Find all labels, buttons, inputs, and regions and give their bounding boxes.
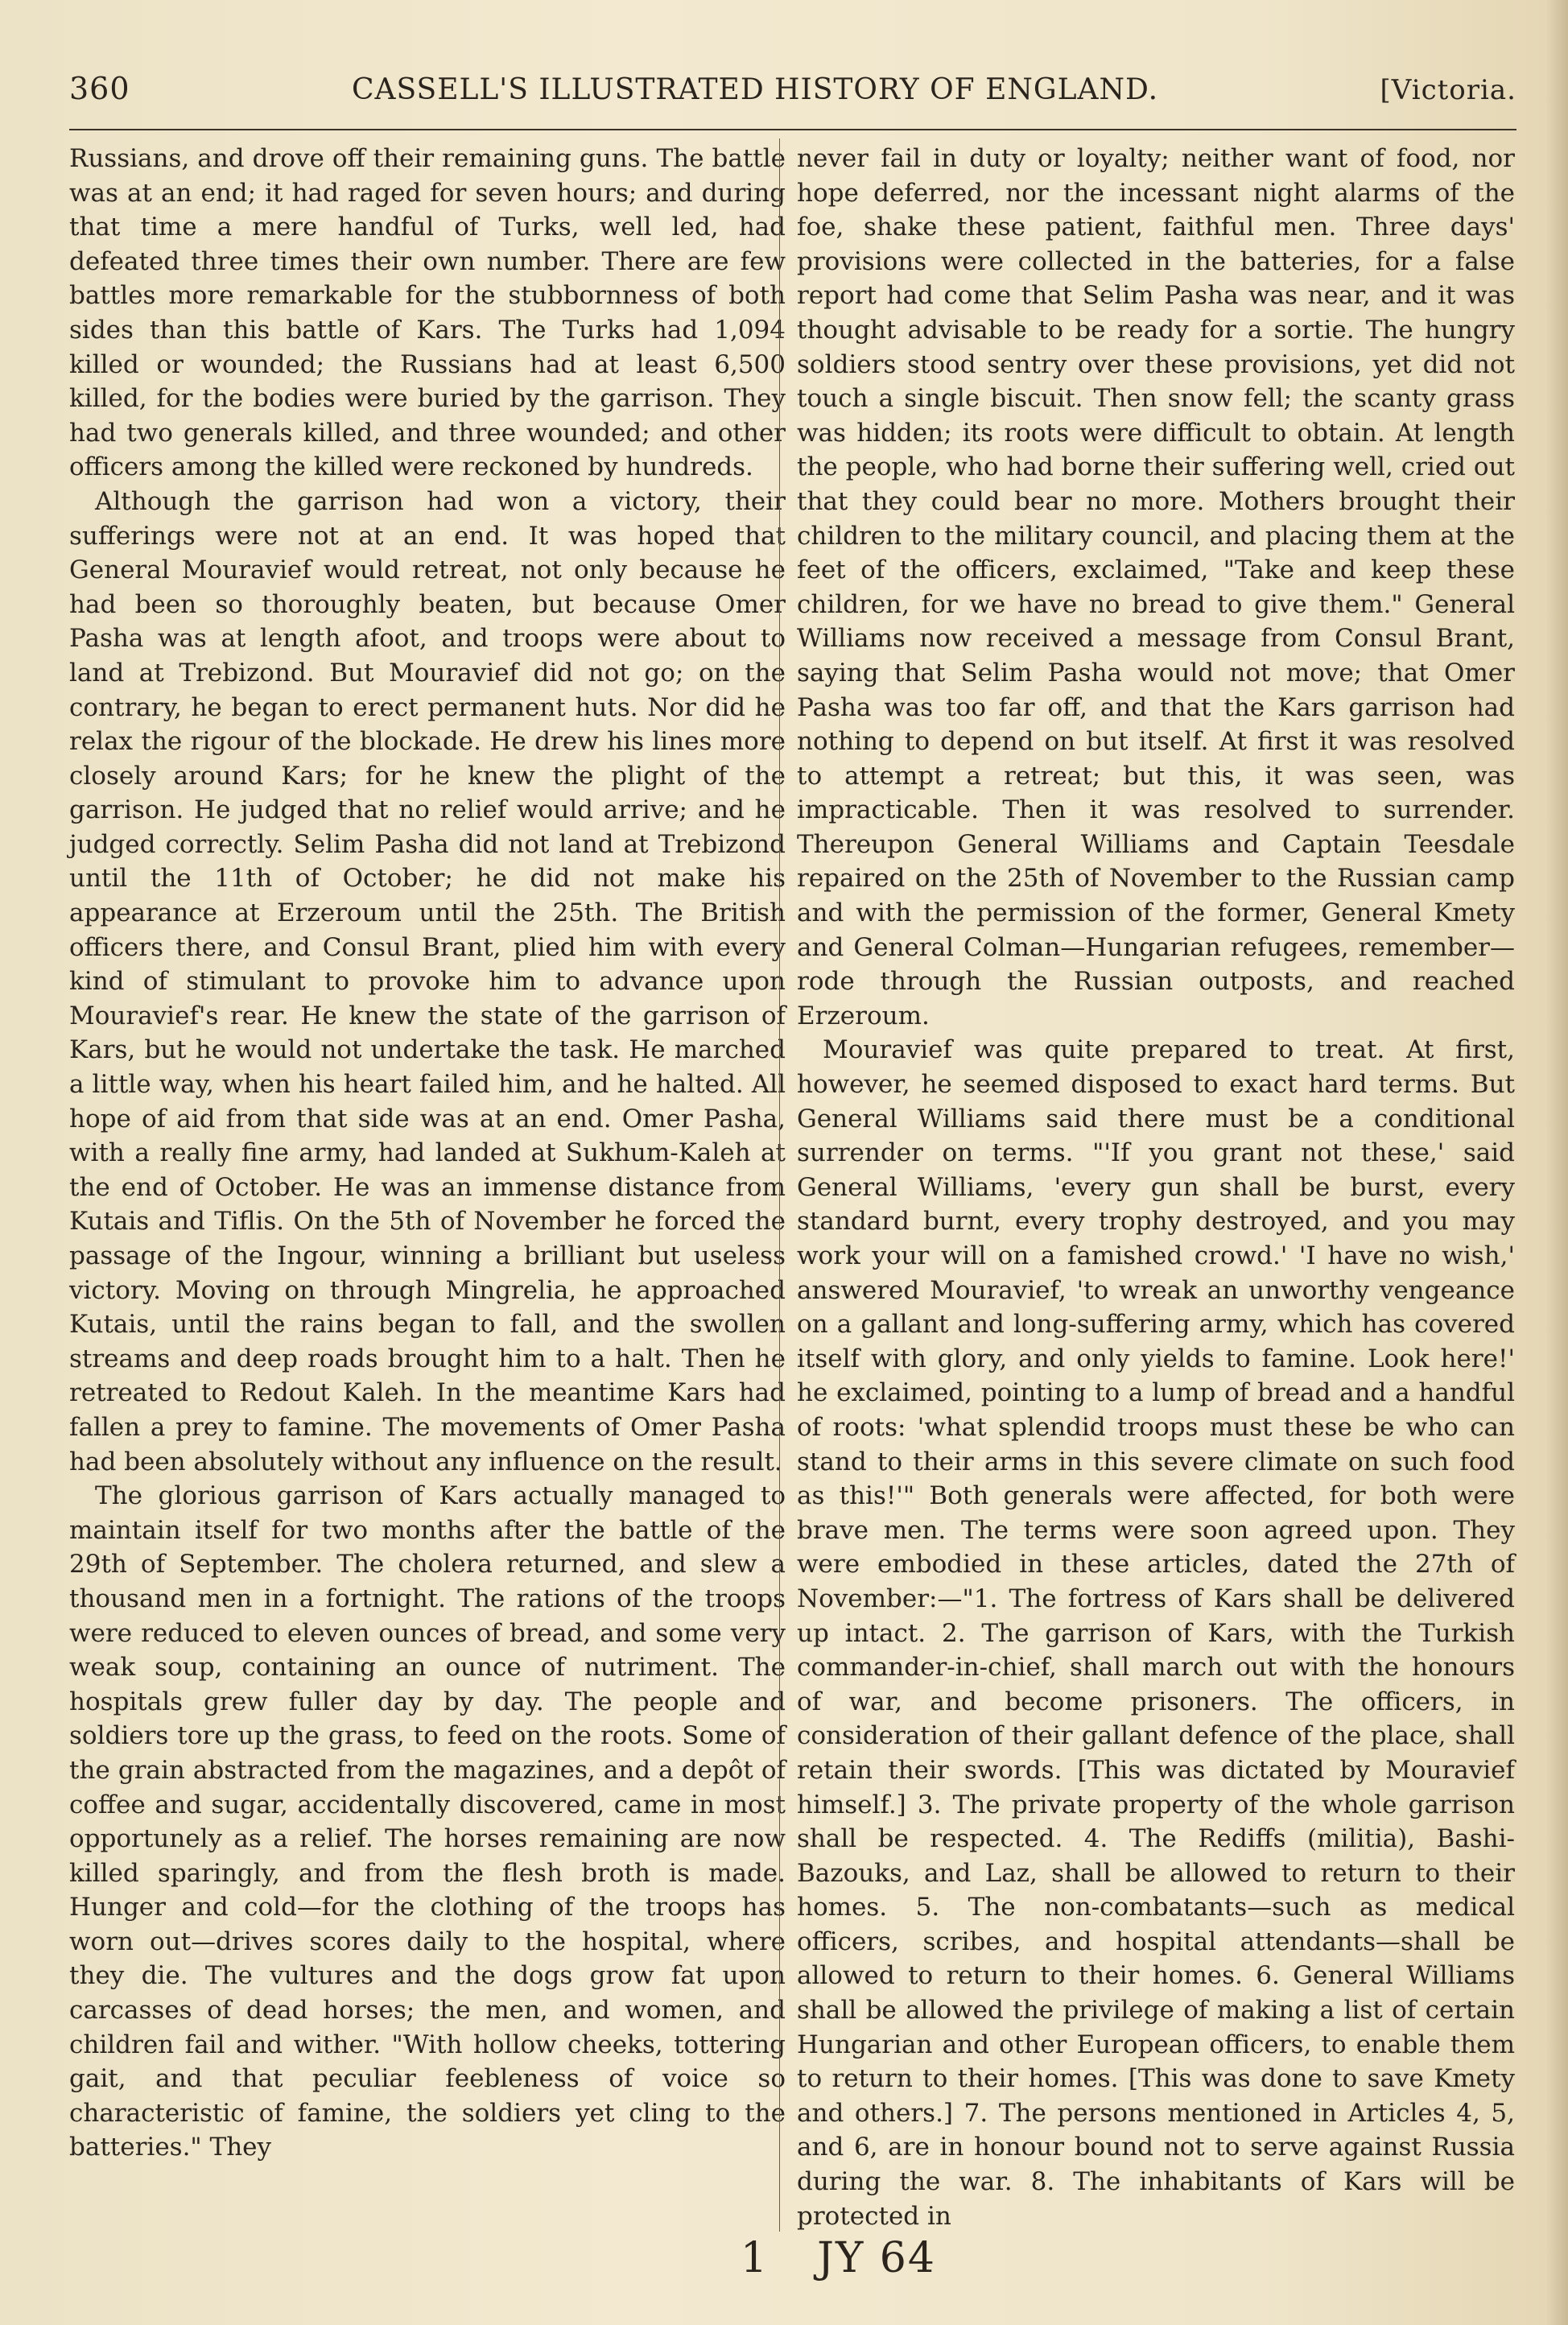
- paragraph: Although the garrison had won a victory, their sufferings were not at an end. It was hoped that General Mouravief would retreat, not only because he had been so thoroughly beaten, but because Omer Pasha was at length afoot, and troops were about to land at Trebizond. But Mouravief did not go; on the contrary, he began to erect permanent huts. Nor did he relax the rigour of the blockade. He drew his lines more closely around Kars; for he knew the plight of the garrison. He judged that no relief would arrive; and he judged correctly. Selim Pasha did not land at Trebizond until the 11th of October; he did not make his appearance at Erzeroum until the 25th. The British officers there, and Consul Brant, plied him with every kind of stimulant to provoke him to advance upon Mouravief's rear. He knew the state of the garrison of Kars, but he would not undertake the task. He marched a little way, when his heart failed him, and he halted. All hope of aid from that side was at an end. Omer Pasha, with a really fine army, had landed at Sukhum-Kaleh at the end of October. He was an immense distance from Kutais and Tiflis. On the 5th of November he forced the passage of the Ingour, winning a brilliant but useless victory. Moving on through Mingrelia, he approached Kutais, until the rains began to fall, and the swollen streams and deep roads brought him to a halt. Then he retreated to Redout Kaleh. In the meantime Kars had fallen a prey to famine. The movements of Omer Pasha had been absolutely without any influence on the result.: [69, 486, 786, 1476]
- column-divider: [779, 138, 780, 2232]
- page-edge-shadow: [1545, 0, 1568, 2325]
- right-column: [797, 142, 1515, 2233]
- paragraph: The glorious garrison of Kars actually managed to maintain itself for two months after the battle of the 29th of September. The cholera returned, and slew a thousand men in a fortnight. The rations of the troops were reduced to eleven ounces of bread, and some very weak soup, containing an ounce of nutriment. The hospitals grew fuller day by day. The people and soldiers tore up the grass, to feed on the roots. Some of the grain abstracted from the magazines, and a depôt of coffee and sugar, accidentally discovered, came in most opportunely as a relief. The horses remaining are now killed sparingly, and from the flesh broth is made. Hunger and cold—for the clothing of the troops has worn out—drives scores daily to the hospital, where they die. The vultures and the dogs grow fat upon carcasses of dead horses; the men, and women, and children fail and wither. "With hollow cheeks, tottering gait, and that peculiar feebleness of voice so characteristic of famine, the soldiers yet cling to the batteries." They: [69, 1481, 786, 2162]
- header-rule: [69, 129, 1516, 130]
- footer-stamp: [741, 2234, 936, 2282]
- book-title: CASSELL'S ILLUSTRATED HISTORY OF ENGLAND.: [351, 73, 1159, 106]
- footer-mark-left: 1: [741, 2234, 770, 2282]
- running-header: [69, 71, 1516, 119]
- paragraph: never fail in duty or loyalty; neither want of food, nor hope deferred, nor the incessant night alarms of the foe, shake these patient, faithful men. Three days' provisions were collected in the batteries, for a false report had come that Selim Pasha was near, and it was thought advisable to be ready for a sortie. The hungry soldiers stood sentry over these provisions, yet did not touch a single biscuit. Then snow fell; the scanty grass was hidden; its roots were difficult to obtain. At length the people, who had borne their suffering well, cried out that they could bear no more. Mothers brought their children to the military council, and placing them at the feet of the officers, exclaimed, "Take and keep these children, for we have no bread to give them." General Williams now received a message from Consul Brant, saying that Selim Pasha would not move; that Omer Pasha was too far off, and that the Kars garrison had nothing to depend on but itself. At first it was resolved to attempt a retreat; but this, it was seen, was impracticable. Then it was resolved to surrender. Thereupon General Williams and Captain Teesdale repaired on the 25th of November to the Russian camp and with the permission of the former, General Kmety and General Colman—Hungarian refugees, remember—rode through the Russian outposts, and reached Erzeroum.: [797, 144, 1515, 1030]
- paragraph: Russians, and drove off their remaining guns. The battle was at an end; it had raged for seven hours; and during that time a mere handful of Turks, well led, had defeated three times their own number. There are few battles more remarkable for the stubbornness of both sides than this battle of Kars. The Turks had 1,094 killed or wounded; the Russians had at least 6,500 killed, for the bodies were buried by the garrison. They had two generals killed, and three wounded; and other officers among the killed were reckoned by hundreds.: [69, 144, 786, 482]
- footer-mark-right: JY 64: [817, 2234, 936, 2282]
- paragraph: Mouravief was quite prepared to treat. At first, however, he seemed disposed to exact hard terms. But General Williams said there must be a conditional surrender on terms. "'If you grant not these,' said General Williams, 'every gun shall be burst, every standard burnt, every trophy destroyed, and you may work your will on a famished crowd.' 'I have no wish,' answered Mouravief, 'to wreak an unworthy vengeance on a gallant and long-suffering army, which has covered itself with glory, and only yields to famine. Look here!' he exclaimed, pointing to a lump of bread and a handful of roots: 'what splendid troops must these be who can stand to their arms in this severe climate on such food as this!'" Both generals were affected, for both were brave men. The terms were soon agreed upon. They were embodied in these articles, dated the 27th of November:—"1. The fortress of Kars shall be delivered up intact. 2. The garrison of Kars, with the Turkish commander-in-chief, shall march out with the honours of war, and become prisoners. The officers, in consideration of their gallant defence of the place, shall retain their swords. [This was dictated by Mouravief himself.] 3. The private property of the whole garrison shall be respected. 4. The Rediffs (militia), Bashi-Bazouks, and Laz, shall be allowed to return to their homes. 5. The non-combatants—such as medical officers, scribes, and hospital attendants—shall be allowed to return to their homes. 6. General Williams shall be allowed the privilege of making a list of certain Hungarian and other European officers, to enable them to return to their homes. [This was done to save Kmety and others.] 7. The persons mentioned in Articles 4, 5, and 6, are in honour bound not to serve against Russia during the war. 8. The inhabitants of Kars will be protected in: [797, 1035, 1515, 2231]
- section-label: [Victoria.: [1380, 74, 1516, 106]
- page-number: 360: [69, 71, 130, 106]
- left-column: [69, 142, 786, 2165]
